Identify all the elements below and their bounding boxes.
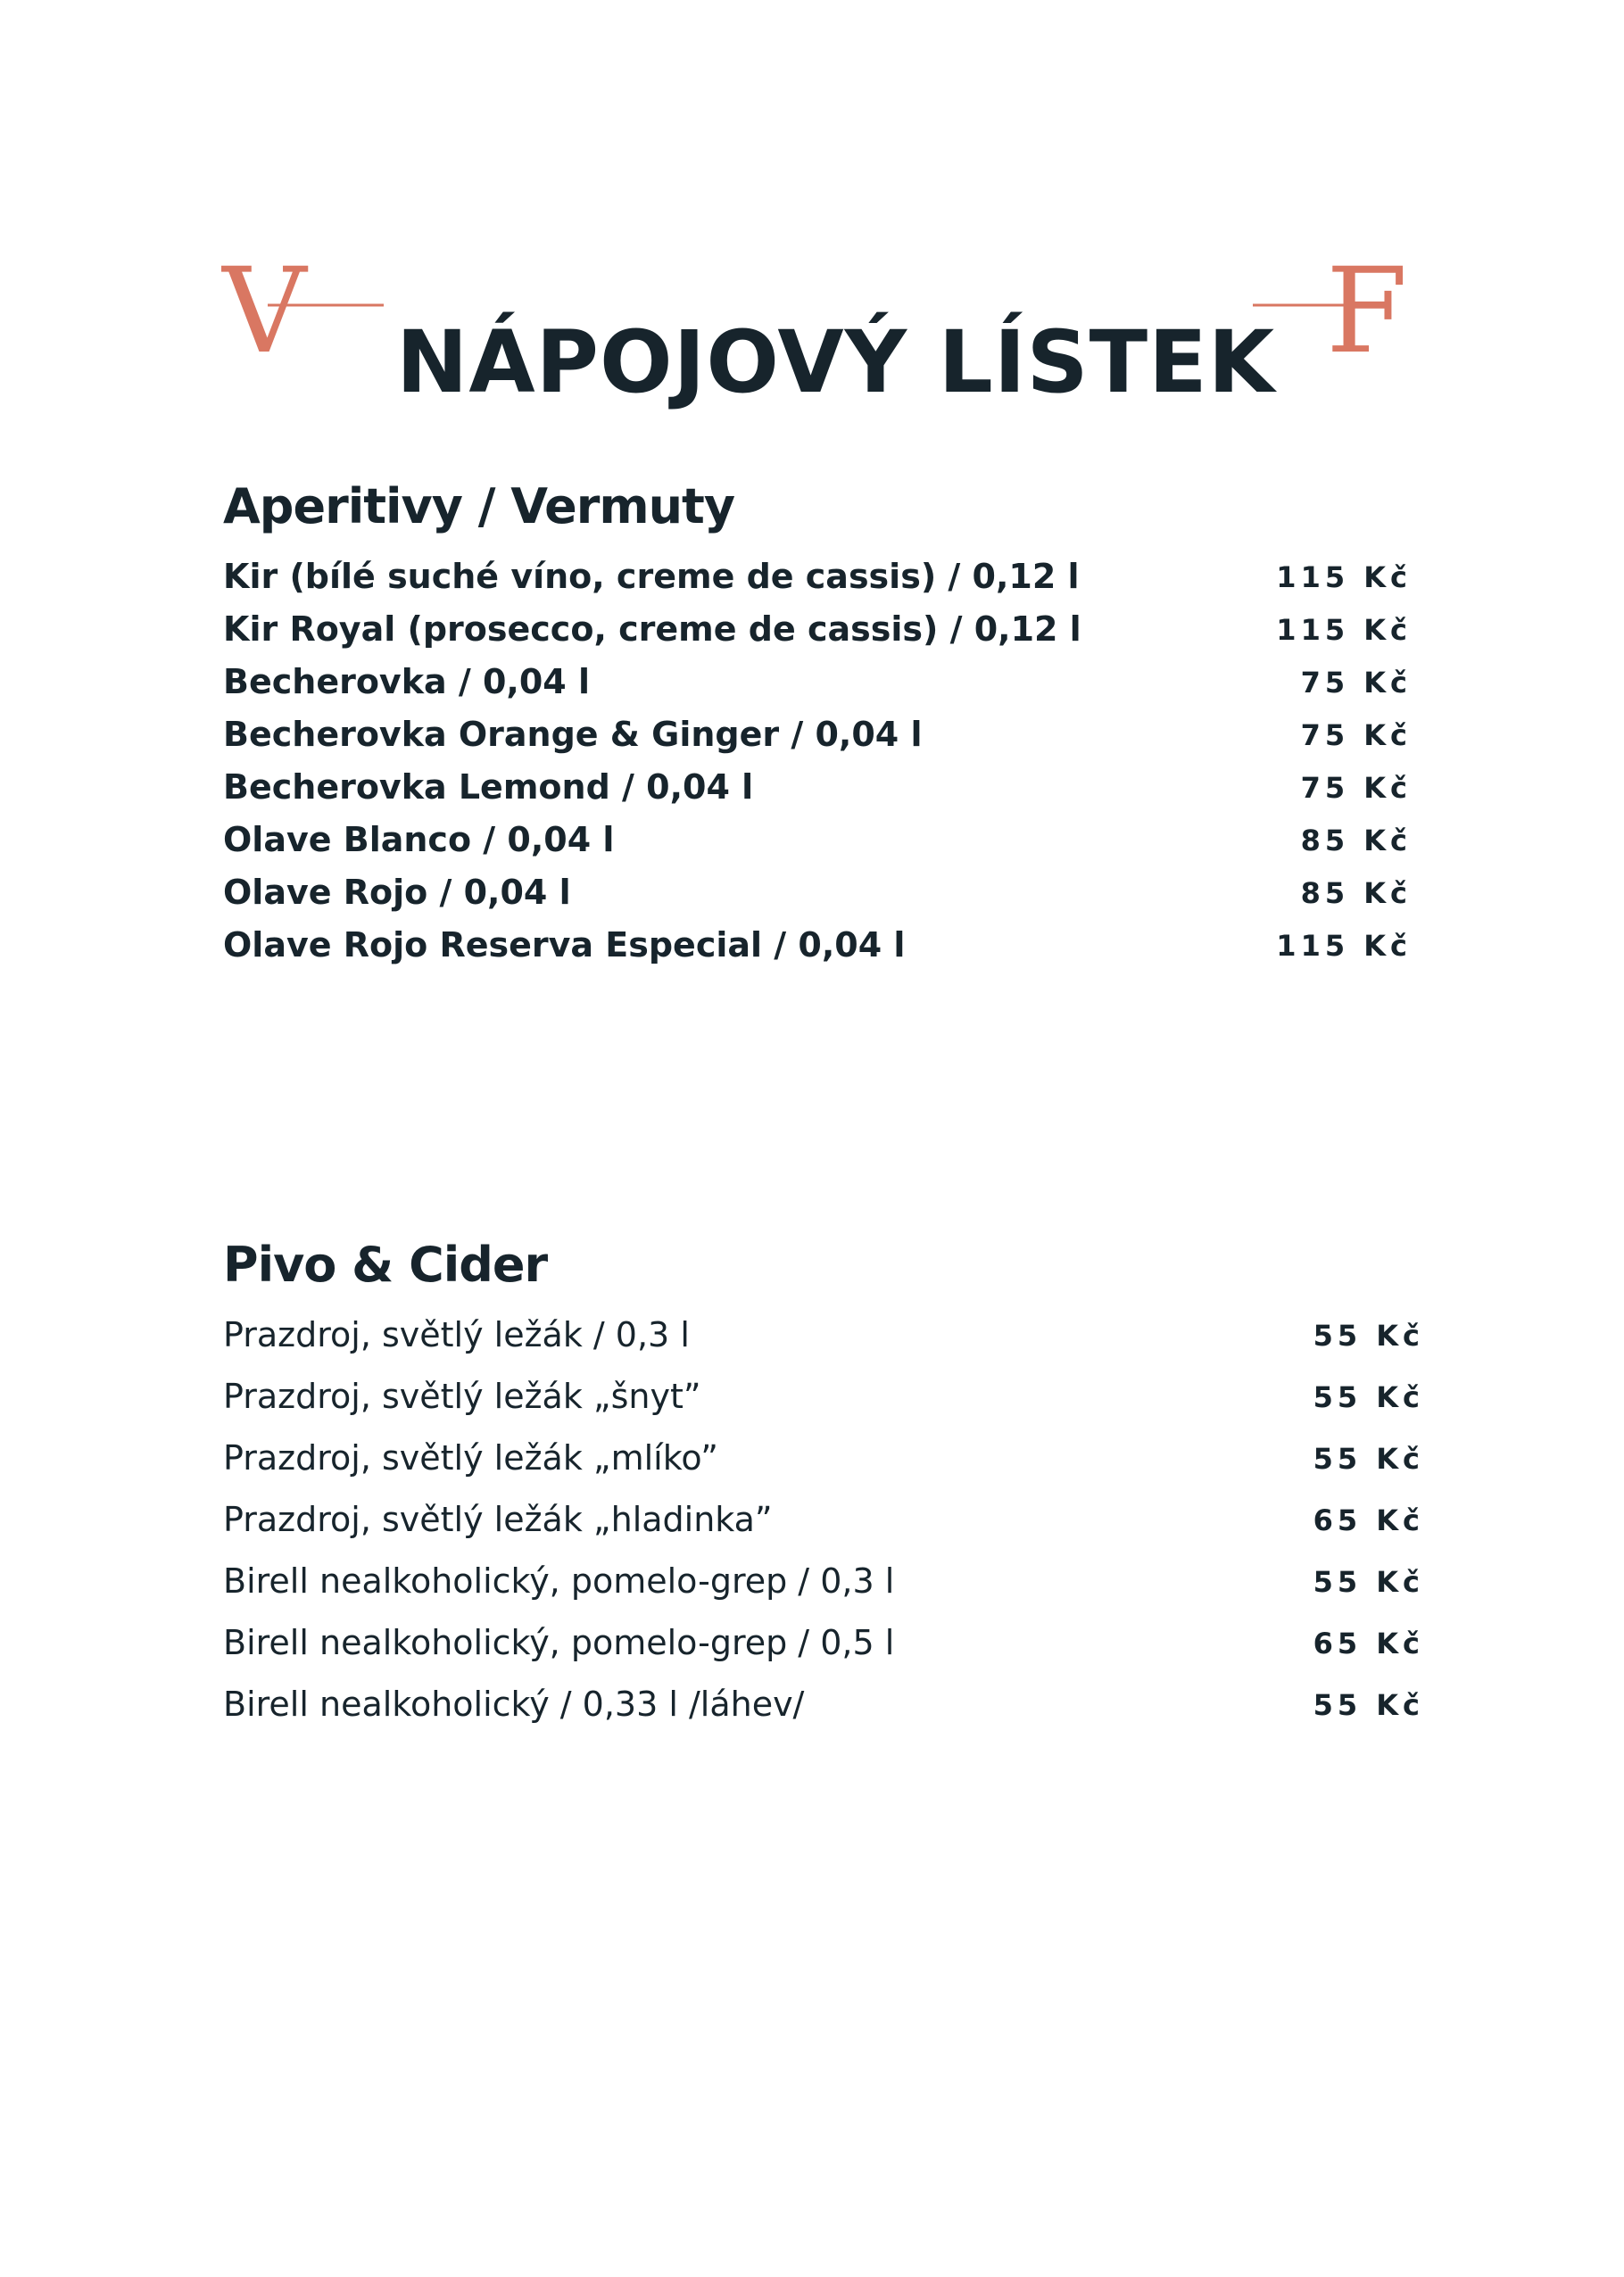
item-name: Olave Blanco / 0,04 l	[223, 820, 615, 859]
menu-item	[223, 1558, 1424, 1619]
section-pivo-cider	[223, 1237, 1424, 1743]
item-price: 115 Kč	[1276, 560, 1412, 594]
menu-item	[223, 606, 1412, 658]
item-name: Prazdroj, světlý ležák „mlíko”	[223, 1438, 718, 1478]
item-price: 55 Kč	[1313, 1442, 1424, 1476]
logo-f-monogram	[1249, 252, 1415, 359]
item-name: Becherovka / 0,04 l	[223, 662, 590, 701]
logo-letter-v: V	[221, 252, 307, 359]
menu-item	[223, 816, 1412, 869]
menu-item	[223, 922, 1412, 974]
logo-letter-f: F	[1326, 252, 1408, 359]
item-price: 75 Kč	[1300, 718, 1412, 752]
item-name: Birell nealkoholický, pomelo-grep / 0,3 l	[223, 1561, 895, 1601]
item-price: 75 Kč	[1300, 666, 1412, 700]
item-name: Prazdroj, světlý ležák / 0,3 l	[223, 1315, 690, 1354]
item-name: Becherovka Lemond / 0,04 l	[223, 767, 754, 807]
item-price: 65 Kč	[1313, 1627, 1424, 1660]
item-price: 75 Kč	[1300, 771, 1412, 805]
logo-v-monogram	[221, 252, 387, 359]
menu-item	[223, 1681, 1424, 1743]
menu-item	[223, 1496, 1424, 1558]
item-price: 55 Kč	[1313, 1380, 1424, 1414]
item-name: Kir (bílé suché víno, creme de cassis) / 0,12 l	[223, 557, 1080, 596]
item-price: 55 Kč	[1313, 1565, 1424, 1599]
item-name: Kir Royal (prosecco, creme de cassis) / 0,12 l	[223, 609, 1081, 649]
section-title: Aperitivy / Vermuty	[223, 478, 735, 534]
item-price: 65 Kč	[1313, 1503, 1424, 1537]
item-name: Birell nealkoholický, pomelo-grep / 0,5 l	[223, 1623, 895, 1662]
item-price: 115 Kč	[1276, 929, 1412, 963]
menu-item	[223, 711, 1412, 764]
item-price: 55 Kč	[1313, 1319, 1424, 1353]
item-price: 85 Kč	[1300, 876, 1412, 910]
menu-item	[223, 1373, 1424, 1435]
page-title: NÁPOJOVÝ LÍSTEK	[396, 312, 1276, 413]
menu-item	[223, 869, 1412, 922]
menu-item	[223, 1619, 1424, 1681]
menu-item	[223, 764, 1412, 816]
menu-header	[221, 252, 1415, 413]
item-name: Olave Rojo Reserva Especial / 0,04 l	[223, 925, 906, 965]
item-price: 85 Kč	[1300, 824, 1412, 857]
menu-item	[223, 1312, 1424, 1373]
menu-item	[223, 658, 1412, 711]
item-name: Prazdroj, světlý ležák „šnyt”	[223, 1377, 701, 1416]
item-name: Prazdroj, světlý ležák „hladinka”	[223, 1500, 773, 1539]
section-aperitivy	[223, 478, 1412, 974]
item-name: Becherovka Orange & Ginger / 0,04 l	[223, 715, 923, 754]
item-name: Olave Rojo / 0,04 l	[223, 873, 571, 912]
menu-item	[223, 553, 1412, 606]
menu-item	[223, 1435, 1424, 1496]
section-title: Pivo & Cider	[223, 1237, 548, 1293]
item-name: Birell nealkoholický / 0,33 l /láhev/	[223, 1685, 805, 1724]
item-price: 55 Kč	[1313, 1688, 1424, 1722]
item-price: 115 Kč	[1276, 613, 1412, 647]
